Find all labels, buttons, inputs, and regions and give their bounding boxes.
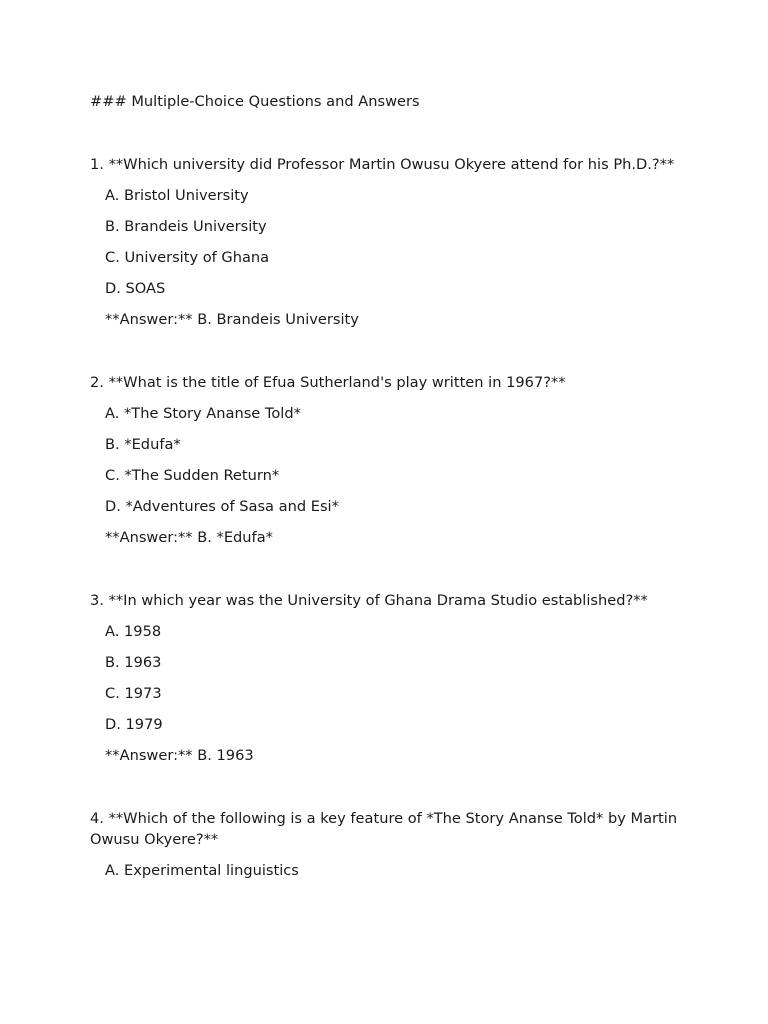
option-a: A. *The Story Ananse Told* xyxy=(105,405,301,422)
answer-text: **Answer:** B. 1963 xyxy=(105,747,254,764)
question-block-3 xyxy=(90,590,690,766)
option-a: A. Experimental linguistics xyxy=(105,862,299,879)
answer-text: **Answer:** B. Brandeis University xyxy=(105,311,359,328)
document-page xyxy=(90,91,690,881)
option-b: B. 1963 xyxy=(105,654,162,671)
question-text: 3. **In which year was the University of Ghana Drama Studio established?** xyxy=(90,592,648,609)
question-text: 4. **Which of the following is a key feature of *The Story Ananse Told* by Martin Owusu Okyere?** xyxy=(90,810,678,848)
question-block-4 xyxy=(90,808,690,881)
question-block-1 xyxy=(90,154,690,330)
question-text: 2. **What is the title of Efua Sutherland's play written in 1967?** xyxy=(90,374,566,391)
question-block-2 xyxy=(90,372,690,548)
option-d: D. *Adventures of Sasa and Esi* xyxy=(105,498,339,515)
option-c: C. 1973 xyxy=(105,685,162,702)
option-a: A. Bristol University xyxy=(105,187,249,204)
option-d: D. SOAS xyxy=(105,280,166,297)
option-b: B. *Edufa* xyxy=(105,436,181,453)
option-b: B. Brandeis University xyxy=(105,218,267,235)
option-a: A. 1958 xyxy=(105,623,162,640)
option-d: D. 1979 xyxy=(105,716,163,733)
document-heading: ### Multiple-Choice Questions and Answers xyxy=(90,93,420,110)
option-c: C. *The Sudden Return* xyxy=(105,467,280,484)
question-text: 1. **Which university did Professor Martin Owusu Okyere attend for his Ph.D.?** xyxy=(90,156,675,173)
option-c: C. University of Ghana xyxy=(105,249,270,266)
answer-text: **Answer:** B. *Edufa* xyxy=(105,529,273,546)
